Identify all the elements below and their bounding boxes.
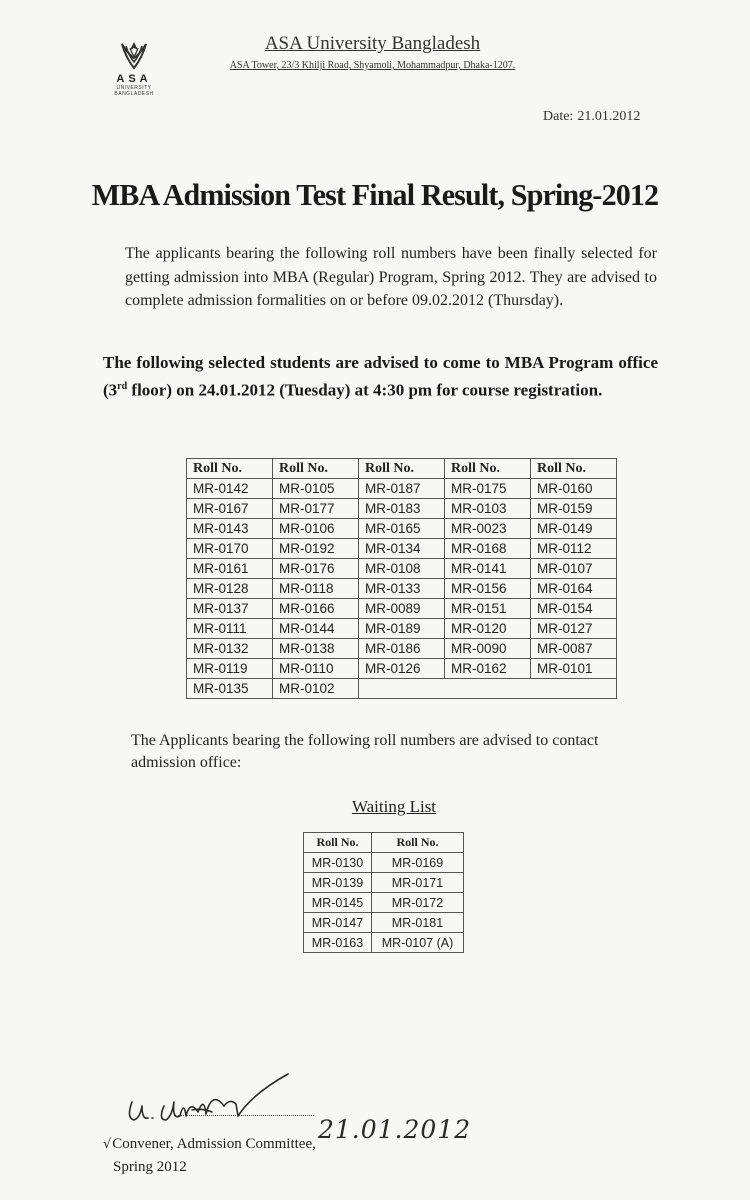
roll-number-cell: MR-0144 — [273, 619, 359, 639]
page-title: MBA Admission Test Final Result, Spring-2012 — [91, 177, 659, 212]
waiting-roll-number-cell: MR-0145 — [304, 893, 372, 913]
roll-number-cell: MR-0128 — [187, 579, 273, 599]
roll-number-cell: MR-0120 — [445, 619, 531, 639]
waiting-column-header: Roll No. — [304, 833, 372, 853]
document-date — [543, 109, 640, 125]
selected-column-header: Roll No. — [359, 459, 445, 479]
roll-number-cell: MR-0176 — [273, 559, 359, 579]
table-row — [187, 659, 617, 679]
roll-number-cell: MR-0090 — [445, 639, 531, 659]
roll-number-cell: MR-0159 — [531, 499, 617, 519]
roll-number-cell: MR-0107 — [531, 559, 617, 579]
waiting-roll-number-cell: MR-0107 (A) — [372, 933, 464, 953]
waiting-roll-number-cell: MR-0139 — [304, 873, 372, 893]
roll-number-cell: MR-0089 — [359, 599, 445, 619]
selected-table-header — [187, 459, 617, 479]
waiting-roll-number-cell: MR-0147 — [304, 913, 372, 933]
roll-number-cell: MR-0154 — [531, 599, 617, 619]
table-row — [187, 479, 617, 499]
waiting-roll-number-cell: MR-0169 — [372, 853, 464, 873]
roll-number-cell: MR-0177 — [273, 499, 359, 519]
roll-number-cell: MR-0165 — [359, 519, 445, 539]
roll-number-cell: MR-0112 — [531, 539, 617, 559]
waiting-roll-number-cell: MR-0172 — [372, 893, 464, 913]
registration-notice-sup: rd — [117, 380, 128, 392]
convener-title: Convener, Admission Committee, — [112, 1136, 316, 1152]
roll-number-cell: MR-0102 — [273, 679, 359, 699]
table-row — [187, 499, 617, 519]
university-address: ASA Tower, 23/3 Khilji Road, Shyamoli, Mohammadpur, Dhaka-1207. — [229, 60, 516, 71]
roll-number-cell: MR-0161 — [187, 559, 273, 579]
roll-number-cell: MR-0170 — [187, 539, 273, 559]
selected-table-body — [187, 479, 617, 699]
logo-subtext-1: UNIVERSITY — [116, 85, 152, 91]
roll-number-cell: MR-0110 — [273, 659, 359, 679]
roll-number-cell: MR-0168 — [445, 539, 531, 559]
university-logo — [104, 38, 164, 118]
roll-number-cell: MR-0138 — [273, 639, 359, 659]
table-row — [187, 619, 617, 639]
waiting-column-header: Roll No. — [372, 833, 464, 853]
table-row — [304, 933, 464, 953]
roll-number-cell: MR-0106 — [273, 519, 359, 539]
selected-column-header: Roll No. — [445, 459, 531, 479]
date-value: 21.01.2012 — [577, 109, 641, 124]
roll-number-cell: MR-0108 — [359, 559, 445, 579]
selected-students-table — [186, 458, 617, 699]
convener-block — [103, 1133, 316, 1179]
handwritten-date: 21.01.2012 — [318, 1115, 472, 1144]
waiting-roll-number-cell: MR-0163 — [304, 933, 372, 953]
selected-column-header: Roll No. — [531, 459, 617, 479]
roll-number-cell: MR-0141 — [445, 559, 531, 579]
selected-column-header: Roll No. — [273, 459, 359, 479]
roll-number-cell: MR-0111 — [187, 619, 273, 639]
signature-line — [178, 1115, 314, 1116]
roll-number-cell: MR-0126 — [359, 659, 445, 679]
roll-number-cell: MR-0192 — [273, 539, 359, 559]
logo-text: ASA — [116, 73, 152, 85]
roll-number-cell: MR-0127 — [531, 619, 617, 639]
roll-number-cell: MR-0164 — [531, 579, 617, 599]
empty-cell — [359, 679, 617, 699]
roll-number-cell: MR-0162 — [445, 659, 531, 679]
waiting-list-heading: Waiting List — [351, 797, 437, 816]
roll-number-cell: MR-0151 — [445, 599, 531, 619]
roll-number-cell: MR-0166 — [273, 599, 359, 619]
roll-number-cell: MR-0189 — [359, 619, 445, 639]
registration-notice — [103, 351, 658, 402]
roll-number-cell: MR-0160 — [531, 479, 617, 499]
roll-number-cell: MR-0133 — [359, 579, 445, 599]
table-row — [187, 579, 617, 599]
roll-number-cell: MR-0183 — [359, 499, 445, 519]
date-label: Date: — [543, 109, 574, 124]
waiting-list-table — [303, 832, 464, 953]
waiting-table-header — [304, 833, 464, 853]
contact-notice: The Applicants bearing the following roll numbers are advised to contact admission office: — [131, 732, 599, 771]
roll-number-cell: MR-0103 — [445, 499, 531, 519]
waiting-roll-number-cell: MR-0171 — [372, 873, 464, 893]
roll-number-cell: MR-0134 — [359, 539, 445, 559]
roll-number-cell: MR-0186 — [359, 639, 445, 659]
logo-subtext-2: BANGLADESH — [114, 91, 154, 97]
table-row — [304, 853, 464, 873]
asa-emblem-icon — [116, 38, 152, 72]
roll-number-cell: MR-0087 — [531, 639, 617, 659]
university-name: ASA University Bangladesh — [264, 33, 481, 54]
roll-number-cell: MR-0149 — [531, 519, 617, 539]
table-row — [187, 599, 617, 619]
roll-number-cell: MR-0142 — [187, 479, 273, 499]
table-row — [304, 893, 464, 913]
roll-number-cell: MR-0135 — [187, 679, 273, 699]
table-row — [187, 539, 617, 559]
roll-number-cell: MR-0175 — [445, 479, 531, 499]
waiting-table-body — [304, 853, 464, 953]
check-mark-icon: √ — [103, 1137, 112, 1152]
roll-number-cell: MR-0101 — [531, 659, 617, 679]
roll-number-cell: MR-0023 — [445, 519, 531, 539]
roll-number-cell: MR-0137 — [187, 599, 273, 619]
roll-number-cell: MR-0118 — [273, 579, 359, 599]
convener-term: Spring 2012 — [113, 1159, 187, 1175]
roll-number-cell: MR-0167 — [187, 499, 273, 519]
roll-number-cell: MR-0119 — [187, 659, 273, 679]
roll-number-cell: MR-0132 — [187, 639, 273, 659]
waiting-roll-number-cell: MR-0130 — [304, 853, 372, 873]
selected-column-header: Roll No. — [187, 459, 273, 479]
table-row — [187, 679, 617, 699]
table-row — [187, 639, 617, 659]
table-row — [187, 559, 617, 579]
roll-number-cell: MR-0156 — [445, 579, 531, 599]
roll-number-cell: MR-0143 — [187, 519, 273, 539]
registration-notice-part2: floor) on 24.01.2012 (Tuesday) at 4:30 pm for course registration. — [127, 380, 603, 400]
table-row — [304, 873, 464, 893]
table-row — [304, 913, 464, 933]
waiting-roll-number-cell: MR-0181 — [372, 913, 464, 933]
table-row — [187, 519, 617, 539]
roll-number-cell: MR-0187 — [359, 479, 445, 499]
registration-notice-part1: The following selected students are advised to come to MBA Program office (3 — [103, 353, 658, 400]
roll-number-cell: MR-0105 — [273, 479, 359, 499]
intro-paragraph: The applicants bearing the following roll numbers have been finally selected for getting admission into MBA (Regular) Program, Spring 2012. They are advised to complete admission formalities on or before 09.02.2012 (Thursday). — [125, 245, 657, 309]
